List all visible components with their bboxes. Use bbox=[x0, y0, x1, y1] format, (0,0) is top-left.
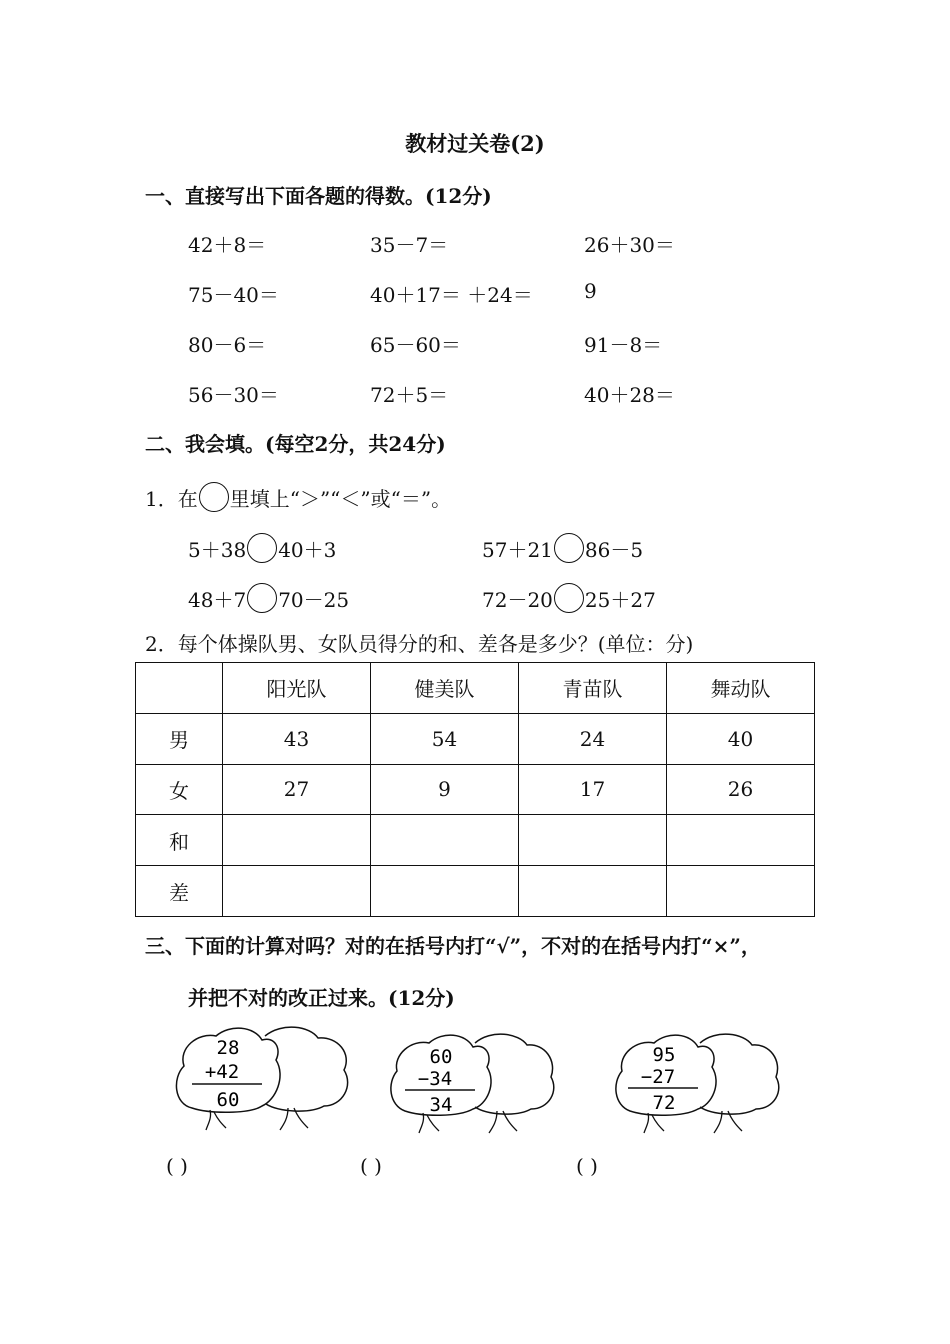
section3-heading-line2: 并把不对的改正过来。(12分) bbox=[188, 986, 455, 1010]
calc-result: 34 bbox=[429, 1094, 453, 1116]
answer-paren-2[interactable]: ( ) bbox=[360, 1154, 382, 1178]
problem-2-1: 75－40＝ bbox=[188, 283, 279, 307]
compare-item-2 bbox=[482, 533, 643, 563]
compare-right: 70－25 bbox=[278, 588, 350, 612]
problem-2-2: 40＋17＝ ＋24＝ bbox=[370, 283, 533, 307]
table-row bbox=[136, 713, 815, 764]
answer-paren-3[interactable]: ( ) bbox=[576, 1154, 598, 1178]
section1-heading: 一、直接写出下面各题的得数。(12分) bbox=[145, 184, 492, 208]
problem-1-1: 42＋8＝ bbox=[188, 233, 267, 257]
problem-4-2: 72＋5＝ bbox=[370, 383, 449, 407]
table-cell: 43 bbox=[223, 713, 371, 764]
row-label: 差 bbox=[136, 866, 223, 917]
circle-icon bbox=[199, 482, 229, 512]
table-header-row bbox=[136, 663, 815, 714]
q1-suffix: 里填上“＞”“＜”或“＝”。 bbox=[229, 487, 452, 511]
row-label: 男 bbox=[136, 713, 223, 764]
table-cell: 26 bbox=[667, 764, 815, 815]
compare-left: 72－20 bbox=[482, 588, 553, 612]
calc-top: 28 bbox=[216, 1037, 240, 1059]
compare-item-4 bbox=[482, 583, 656, 613]
q1-instruction bbox=[145, 482, 451, 512]
compare-item-3 bbox=[188, 583, 349, 613]
problem-4-3: 40＋28＝ bbox=[584, 383, 675, 407]
problem-3-3: 91－8＝ bbox=[584, 333, 663, 357]
table-header-cell: 阳光队 bbox=[223, 663, 371, 714]
compare-circle[interactable] bbox=[554, 533, 584, 563]
compare-circle[interactable] bbox=[247, 583, 277, 613]
compare-left: 5＋38 bbox=[188, 538, 247, 562]
table-header-cell: 舞动队 bbox=[667, 663, 815, 714]
problem-1-3: 26＋30＝ bbox=[584, 233, 675, 257]
table-cell: 40 bbox=[667, 713, 815, 764]
score-table bbox=[135, 662, 815, 917]
table-header-cell: 青苗队 bbox=[519, 663, 667, 714]
compare-left: 57＋21 bbox=[482, 538, 553, 562]
answer-cell[interactable] bbox=[371, 866, 519, 917]
compare-right: 40＋3 bbox=[278, 538, 337, 562]
table-cell: 27 bbox=[223, 764, 371, 815]
table-header-cell: 健美队 bbox=[371, 663, 519, 714]
tree-calc-3 bbox=[610, 1025, 785, 1137]
calc-op: +42 bbox=[204, 1061, 240, 1083]
table-cell: 17 bbox=[519, 764, 667, 815]
tree-icon bbox=[700, 1034, 779, 1114]
calc-top: 95 bbox=[652, 1044, 676, 1066]
answer-cell[interactable] bbox=[371, 815, 519, 866]
row-label: 女 bbox=[136, 764, 223, 815]
calc-top: 60 bbox=[429, 1046, 453, 1068]
page-title: 教材过关卷(2) bbox=[405, 131, 545, 156]
answer-cell[interactable] bbox=[667, 866, 815, 917]
answer-cell[interactable] bbox=[223, 866, 371, 917]
problem-2-3: 9 bbox=[584, 279, 597, 303]
calc-op: −27 bbox=[640, 1066, 676, 1088]
table-cell bbox=[136, 663, 223, 714]
compare-left: 48＋7 bbox=[188, 588, 247, 612]
answer-cell[interactable] bbox=[519, 866, 667, 917]
table-cell: 24 bbox=[519, 713, 667, 764]
tree-calc-2 bbox=[385, 1025, 560, 1137]
calc-result: 72 bbox=[652, 1092, 676, 1114]
tree-icon bbox=[475, 1034, 554, 1114]
tree-icon bbox=[265, 1027, 348, 1111]
section3-heading-line1: 三、下面的计算对吗？对的在括号内打“√”，不对的在括号内打“×”， bbox=[145, 934, 761, 958]
problem-1-2: 35－7＝ bbox=[370, 233, 449, 257]
q2-question: 2．每个体操队男、女队员得分的和、差各是多少？(单位：分) bbox=[145, 632, 694, 656]
table-cell: 54 bbox=[371, 713, 519, 764]
compare-circle[interactable] bbox=[247, 533, 277, 563]
table-row bbox=[136, 764, 815, 815]
table-cell: 9 bbox=[371, 764, 519, 815]
compare-right: 25＋27 bbox=[584, 588, 656, 612]
calc-result: 60 bbox=[216, 1089, 240, 1111]
compare-circle[interactable] bbox=[554, 583, 584, 613]
q1-prefix: 1．在 bbox=[145, 487, 198, 511]
answer-cell[interactable] bbox=[667, 815, 815, 866]
table-row bbox=[136, 866, 815, 917]
problem-4-1: 56－30＝ bbox=[188, 383, 279, 407]
answer-cell[interactable] bbox=[519, 815, 667, 866]
calc-op: −34 bbox=[417, 1068, 453, 1090]
compare-right: 86－5 bbox=[584, 538, 644, 562]
problem-3-1: 80－6＝ bbox=[188, 333, 267, 357]
table-row bbox=[136, 815, 815, 866]
answer-cell[interactable] bbox=[223, 815, 371, 866]
problem-3-2: 65－60＝ bbox=[370, 333, 461, 357]
section2-heading: 二、我会填。(每空2分，共24分) bbox=[145, 432, 446, 456]
answer-paren-1[interactable]: ( ) bbox=[166, 1154, 188, 1178]
compare-item-1 bbox=[188, 533, 336, 563]
tree-calc-1 bbox=[170, 1020, 355, 1135]
row-label: 和 bbox=[136, 815, 223, 866]
